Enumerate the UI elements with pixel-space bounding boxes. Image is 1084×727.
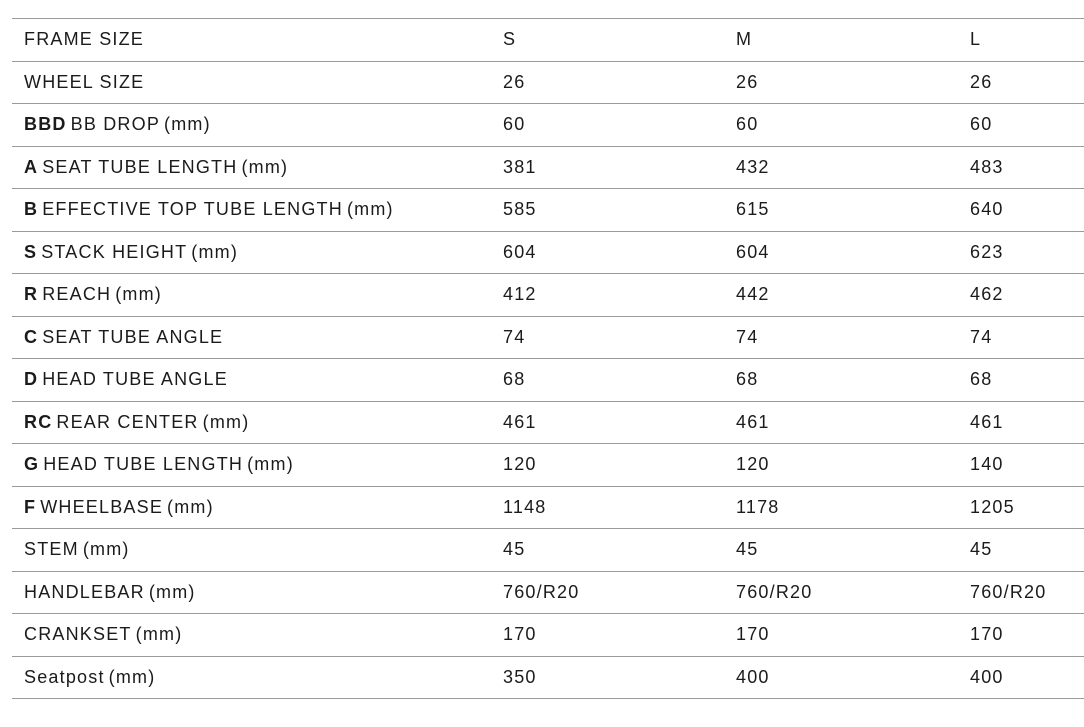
row-unit: (mm) xyxy=(191,241,239,262)
row-name: HEAD TUBE ANGLE xyxy=(42,369,228,390)
row-label xyxy=(12,189,503,232)
row-label xyxy=(12,274,503,317)
cell-size-l: L xyxy=(970,29,982,50)
cell-size-m: 442 xyxy=(736,284,770,305)
cell-size-m: 26 xyxy=(736,71,759,92)
row-name: EFFECTIVE TOP TUBE LENGTH xyxy=(42,199,343,220)
table-row xyxy=(12,104,1084,147)
row-label xyxy=(12,401,503,444)
cell-size-m: 604 xyxy=(736,241,770,262)
table-row xyxy=(12,486,1084,529)
cell-size-s: 381 xyxy=(503,156,537,177)
cell-size-m: M xyxy=(736,29,753,50)
cell-size-l: 170 xyxy=(970,624,1004,645)
row-code: S xyxy=(24,241,38,262)
cell-size-s: 350 xyxy=(503,666,537,687)
row-name: STEM xyxy=(24,539,79,560)
table-row xyxy=(12,359,1084,402)
row-code: RC xyxy=(24,411,53,432)
cell-size-l: 623 xyxy=(970,241,1004,262)
row-code: B xyxy=(24,199,39,220)
row-code: A xyxy=(24,156,39,177)
cell-size-m: 60 xyxy=(736,114,759,135)
row-unit: (mm) xyxy=(247,454,294,475)
row-unit: (mm) xyxy=(108,666,156,687)
table-row xyxy=(12,231,1084,274)
row-label xyxy=(12,231,503,274)
row-label xyxy=(12,316,503,359)
row-label xyxy=(12,486,503,529)
cell-size-l: 26 xyxy=(970,71,993,92)
row-unit: (mm) xyxy=(164,114,211,135)
geometry-table-body xyxy=(12,19,1084,699)
cell-size-s: 412 xyxy=(503,284,537,305)
cell-size-m: 760/R20 xyxy=(736,581,813,602)
cell-size-l: 140 xyxy=(970,454,1004,475)
row-name: HANDLEBAR xyxy=(24,581,145,602)
cell-size-l: 461 xyxy=(970,411,1004,432)
row-name: REACH xyxy=(42,284,112,305)
row-unit: (mm) xyxy=(346,199,394,220)
cell-size-s: 760/R20 xyxy=(503,581,580,602)
table-row xyxy=(12,189,1084,232)
cell-size-m: 461 xyxy=(736,411,770,432)
cell-size-l: 60 xyxy=(970,114,993,135)
row-unit: (mm) xyxy=(115,284,162,305)
row-label xyxy=(12,359,503,402)
row-code: BBD xyxy=(24,114,67,135)
row-unit: (mm) xyxy=(82,539,130,560)
row-unit: (mm) xyxy=(202,411,250,432)
row-code: D xyxy=(24,369,39,390)
cell-size-s: 60 xyxy=(503,114,526,135)
row-label xyxy=(12,656,503,699)
row-label xyxy=(12,529,503,572)
cell-size-l: 45 xyxy=(970,539,993,560)
cell-size-l: 400 xyxy=(970,666,1004,687)
row-label xyxy=(12,61,503,104)
table-row xyxy=(12,529,1084,572)
cell-size-m: 400 xyxy=(736,666,770,687)
table-row xyxy=(12,61,1084,104)
table-row xyxy=(12,401,1084,444)
row-label xyxy=(12,444,503,487)
cell-size-s: 45 xyxy=(503,539,526,560)
table-row xyxy=(12,146,1084,189)
row-name: SEAT TUBE ANGLE xyxy=(42,326,224,347)
row-name: CRANKSET xyxy=(24,624,132,645)
row-unit: (mm) xyxy=(148,581,196,602)
cell-size-m: 432 xyxy=(736,156,770,177)
row-label xyxy=(12,104,503,147)
table-row xyxy=(12,444,1084,487)
cell-size-l: 74 xyxy=(970,326,993,347)
cell-size-l: 1205 xyxy=(970,496,1015,517)
cell-size-m: 68 xyxy=(736,369,759,390)
cell-size-m: 74 xyxy=(736,326,759,347)
cell-size-s: 120 xyxy=(503,454,537,475)
row-name: FRAME SIZE xyxy=(24,29,145,50)
table-row xyxy=(12,614,1084,657)
row-name: WHEELBASE xyxy=(40,496,164,517)
cell-size-s: 604 xyxy=(503,241,537,262)
row-label xyxy=(12,614,503,657)
cell-size-m: 1178 xyxy=(736,496,780,517)
row-unit: (mm) xyxy=(167,496,214,517)
cell-size-s: S xyxy=(503,29,517,50)
row-name: STACK HEIGHT xyxy=(41,241,188,262)
row-code: C xyxy=(24,326,39,347)
cell-size-l: 68 xyxy=(970,369,993,390)
row-name: SEAT TUBE LENGTH xyxy=(42,156,238,177)
cell-size-s: 461 xyxy=(503,411,537,432)
cell-size-s: 1148 xyxy=(503,496,547,517)
cell-size-l: 760/R20 xyxy=(970,581,1047,602)
table-row xyxy=(12,571,1084,614)
row-name: HEAD TUBE LENGTH xyxy=(43,454,244,475)
cell-size-s: 170 xyxy=(503,624,537,645)
geometry-table xyxy=(12,18,1084,699)
cell-size-m: 170 xyxy=(736,624,770,645)
row-name: REAR CENTER xyxy=(56,411,199,432)
cell-size-s: 74 xyxy=(503,326,526,347)
table-row xyxy=(12,274,1084,317)
cell-size-s: 68 xyxy=(503,369,526,390)
cell-size-l: 462 xyxy=(970,284,1004,305)
table-row xyxy=(12,656,1084,699)
row-label xyxy=(12,571,503,614)
row-label xyxy=(12,19,503,62)
cell-size-s: 585 xyxy=(503,199,537,220)
table-row xyxy=(12,316,1084,359)
cell-size-l: 640 xyxy=(970,199,1004,220)
row-code: G xyxy=(24,454,40,475)
cell-size-s: 26 xyxy=(503,71,526,92)
row-code: F xyxy=(24,496,37,517)
row-name: Seatpost xyxy=(24,666,105,687)
row-name: WHEEL SIZE xyxy=(24,71,145,92)
cell-size-m: 615 xyxy=(736,199,770,220)
row-label xyxy=(12,146,503,189)
cell-size-m: 120 xyxy=(736,454,770,475)
cell-size-m: 45 xyxy=(736,539,759,560)
row-code: R xyxy=(24,284,39,305)
row-unit: (mm) xyxy=(241,156,289,177)
row-unit: (mm) xyxy=(135,624,183,645)
table-row xyxy=(12,19,1084,62)
cell-size-l: 483 xyxy=(970,156,1004,177)
row-name: BB DROP xyxy=(70,114,161,135)
